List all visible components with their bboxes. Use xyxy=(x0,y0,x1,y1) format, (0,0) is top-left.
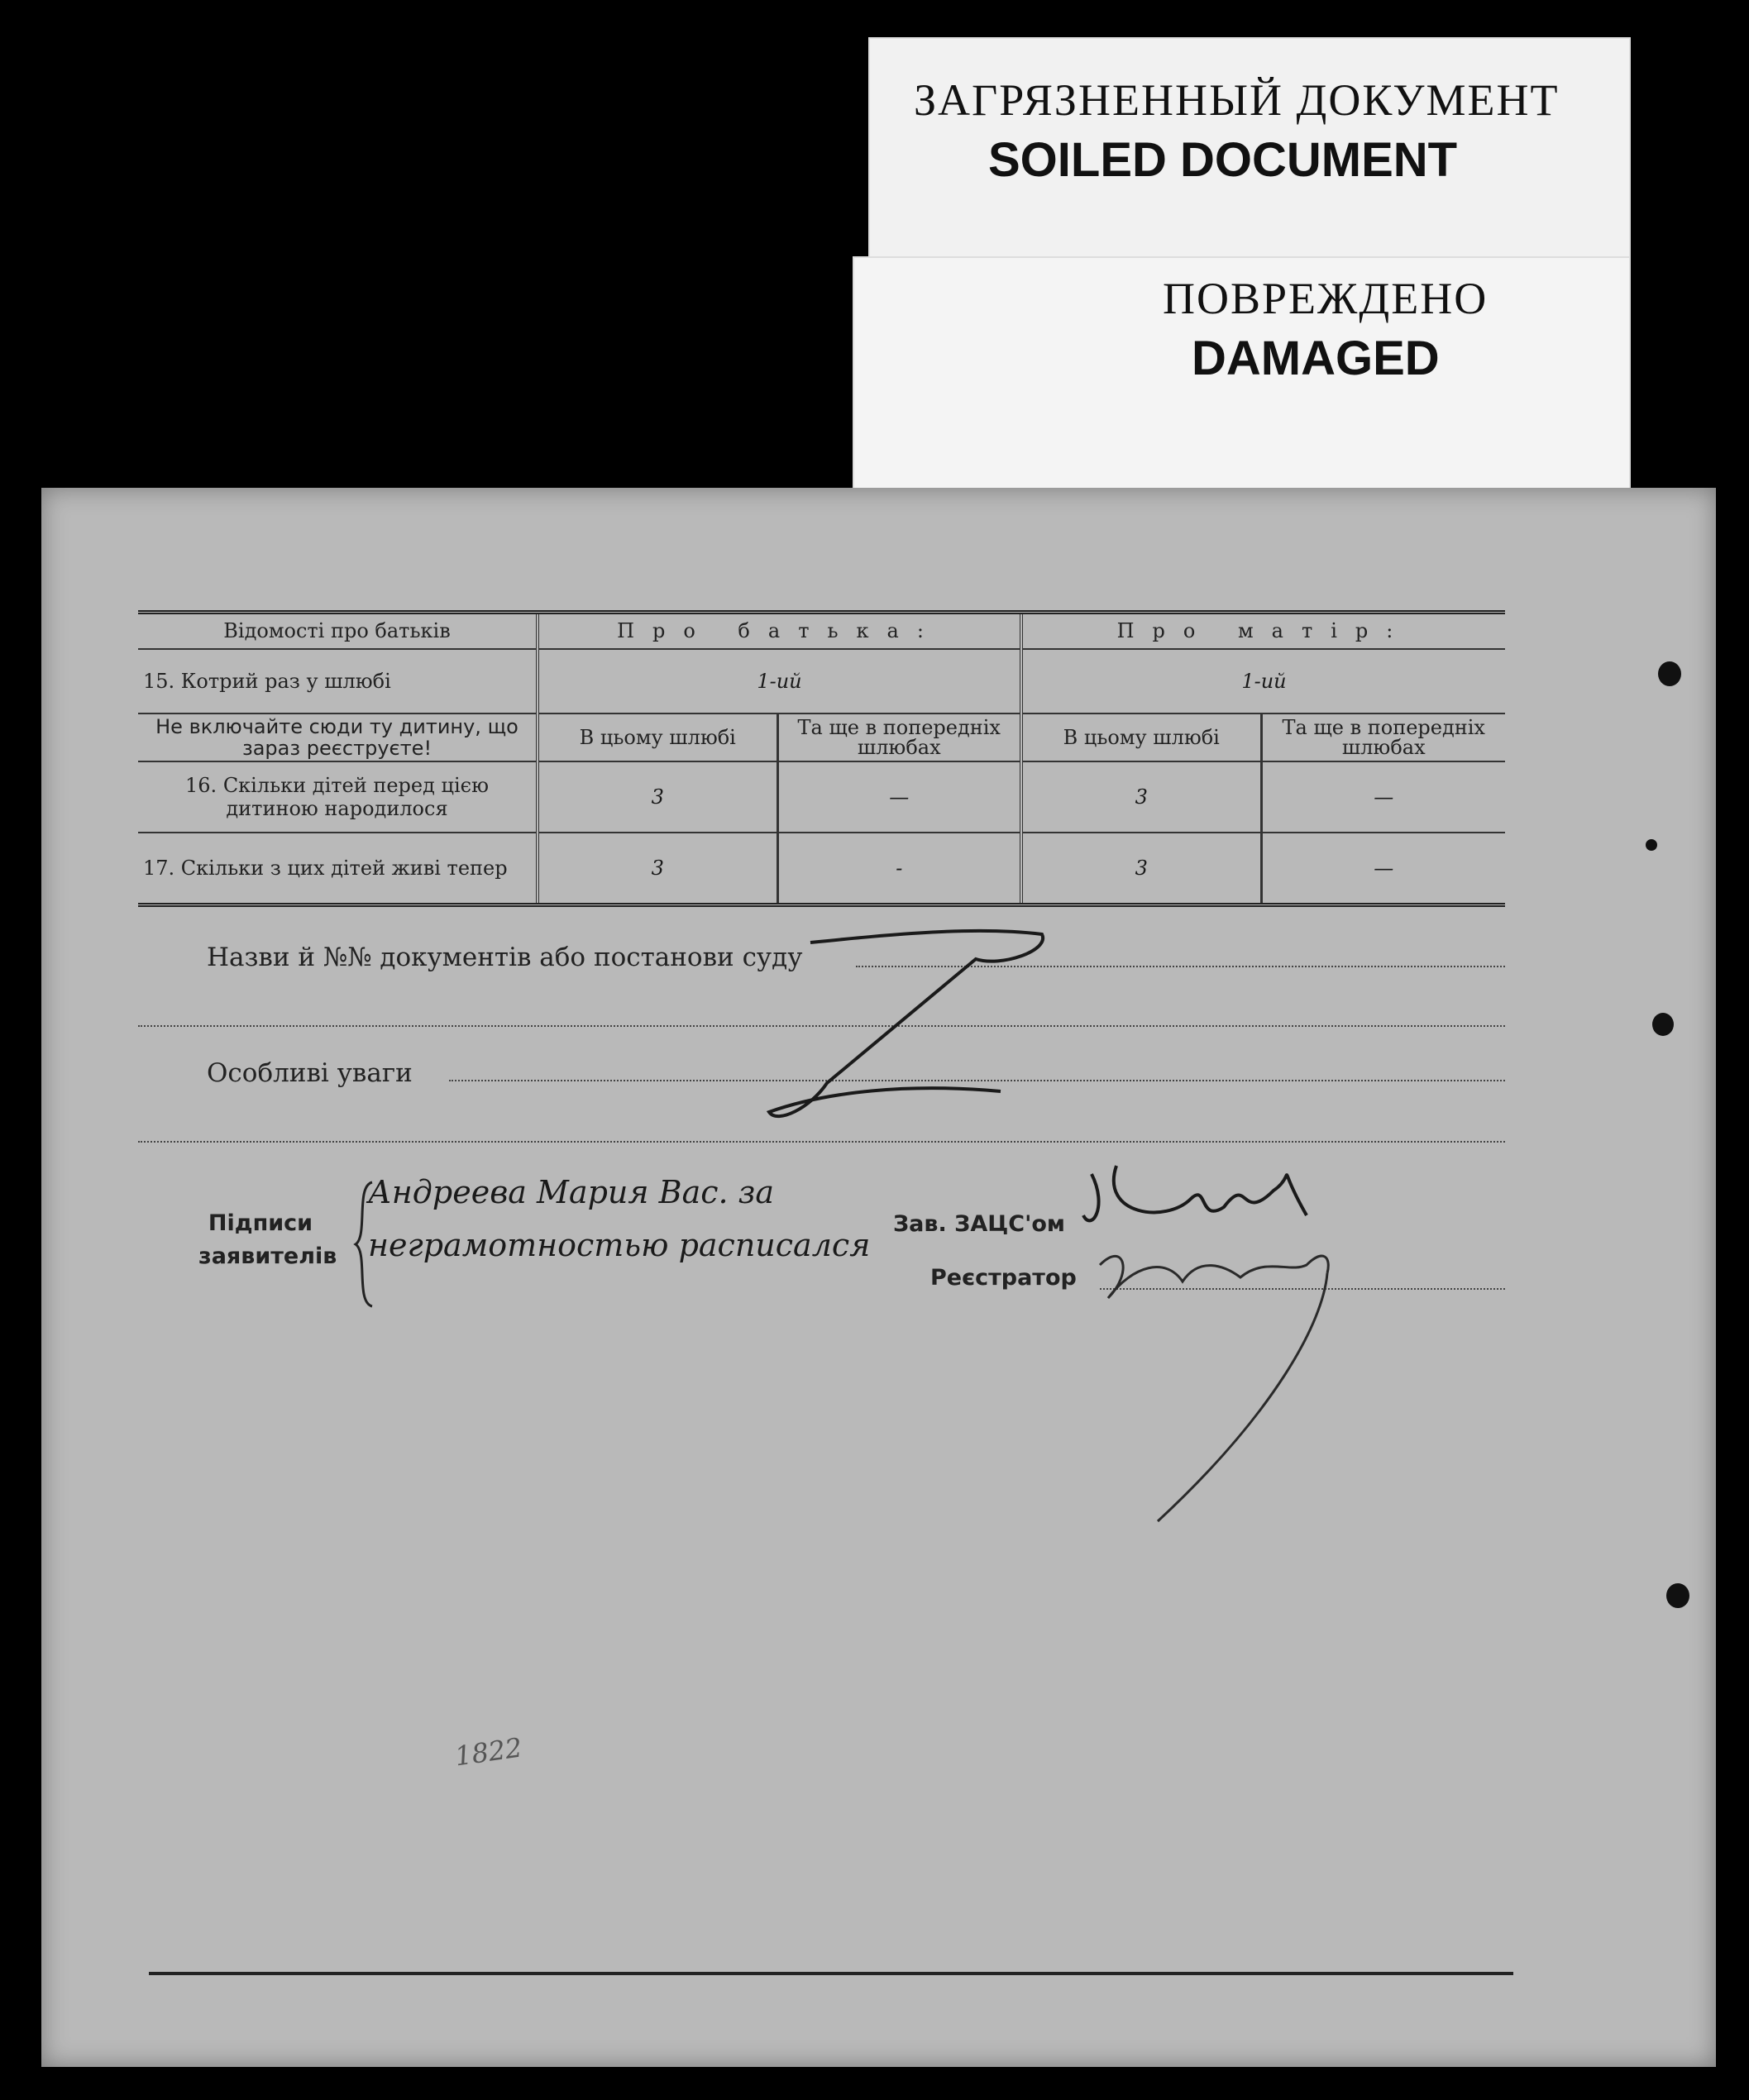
punch-hole xyxy=(1646,839,1657,851)
applicant-handwritten-signature: Андреева Мария Вас. за неграмотностью расписался xyxy=(368,1174,871,1263)
registration-form-sheet xyxy=(41,488,1716,2067)
soiled-document-label xyxy=(868,37,1631,285)
header-parents-info: Відомості про батьків xyxy=(138,613,538,649)
punch-hole xyxy=(1652,1013,1674,1036)
punch-hole xyxy=(1658,661,1681,686)
registrar-label: Реєстратор xyxy=(930,1265,1077,1291)
row15-father-value: 1-ий xyxy=(538,649,1021,714)
parents-info-table xyxy=(138,610,1505,907)
header-mother: Про матір: xyxy=(1021,613,1505,649)
father-prev-marriages-header: Та ще в попередніх шлюбах xyxy=(777,714,1021,761)
notes-label: Особливі уваги xyxy=(207,1058,413,1088)
damaged-label-en: DAMAGED xyxy=(1192,332,1440,385)
row16-mother-this: 3 xyxy=(1021,761,1261,833)
official-signature xyxy=(1058,1141,1431,1530)
row15-mother-value: 1-ий xyxy=(1021,649,1505,714)
margin-number: 1822 xyxy=(452,1731,524,1773)
mother-this-marriage-header: В цьому шлюбі xyxy=(1021,714,1261,761)
damaged-label-ru: ПОВРЕЖДЕНО xyxy=(1163,274,1489,323)
documents-label: Назви й №№ документів або постанови суду xyxy=(207,943,803,972)
soiled-label-en: SOILED DOCUMENT xyxy=(988,133,1458,187)
punch-hole xyxy=(1666,1583,1689,1608)
exclusion-note: Не включайте сюди ту дитину, що зараз реєструєте! xyxy=(138,714,538,761)
row16-label: 16. Скільки дітей перед цією дитиною народилося xyxy=(138,761,538,833)
applicants-label-line1: Підписи xyxy=(208,1210,313,1236)
row17-mother-this: 3 xyxy=(1021,833,1261,905)
applicants-label xyxy=(198,1207,337,1273)
row15-label: 15. Котрий раз у шлюбі xyxy=(138,649,538,714)
strike-mark xyxy=(728,918,1083,1133)
applicants-label-line2: заявителів xyxy=(198,1243,337,1269)
row17-label: 17. Скільки з цих дітей живі тепер xyxy=(138,833,538,905)
soiled-label-ru: ЗАГРЯЗНЕННЫЙ ДОКУМЕНТ xyxy=(914,75,1560,125)
head-zags-label: Зав. ЗАЦС'ом xyxy=(893,1211,1065,1237)
row17-father-this: 3 xyxy=(538,833,777,905)
mother-prev-marriages-header: Та ще в попередніх шлюбах xyxy=(1261,714,1505,761)
row16-father-this: 3 xyxy=(538,761,777,833)
damaged-document-label xyxy=(853,256,1631,492)
row16-father-prev: — xyxy=(777,761,1021,833)
father-this-marriage-header: В цьому шлюбі xyxy=(538,714,777,761)
footer-line xyxy=(149,1972,1513,1975)
row17-mother-prev: — xyxy=(1261,833,1505,905)
header-father: Про батька: xyxy=(538,613,1021,649)
row16-mother-prev: — xyxy=(1261,761,1505,833)
row17-father-prev: - xyxy=(777,833,1021,905)
